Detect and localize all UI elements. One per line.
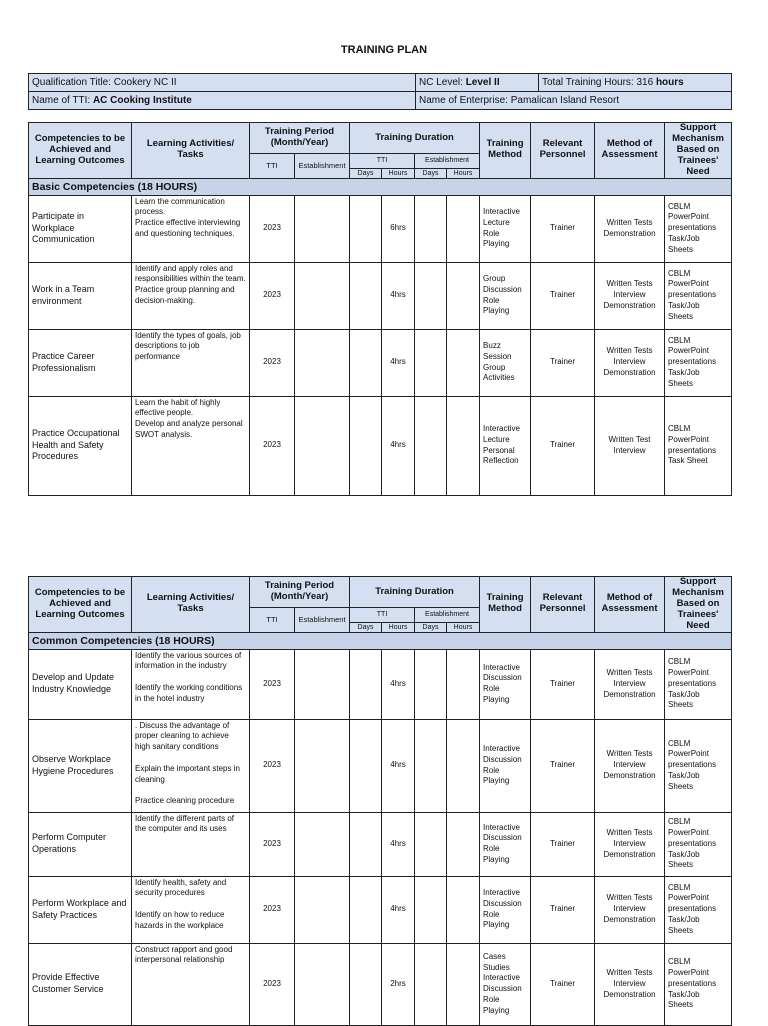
header-support-mechanism: Support Mechanism Based on Trainees' Need bbox=[665, 123, 732, 179]
support-mechanism: CBLM PowerPoint presentations Task/Job Sheets bbox=[665, 719, 732, 812]
relevant-personnel: Trainer bbox=[531, 876, 595, 943]
tti-days bbox=[350, 812, 382, 876]
relevant-personnel: Trainer bbox=[531, 262, 595, 329]
period-tti: 2023 bbox=[250, 195, 295, 262]
period-establishment bbox=[295, 396, 350, 495]
common-competencies-table bbox=[28, 576, 732, 1026]
competency-row bbox=[29, 876, 732, 943]
competency-name: Observe Workplace Hygiene Procedures bbox=[29, 719, 132, 812]
learning-activities: . Discuss the advantage of proper cleaning to achieve high sanitary conditions Explain the important steps in cleaning Practice cleaning procedure bbox=[132, 719, 250, 812]
tti-name-cell bbox=[29, 92, 416, 110]
establishment-hours bbox=[447, 396, 480, 495]
establishment-days bbox=[415, 262, 447, 329]
tti-days bbox=[350, 195, 382, 262]
header-tti-hours: Hours bbox=[382, 622, 415, 632]
assessment-method: Written Tests Interview Demonstration bbox=[595, 943, 665, 1025]
header-row bbox=[29, 123, 732, 154]
support-mechanism: CBLM PowerPoint presentations Task/Job Sheets bbox=[665, 649, 732, 719]
header-establishment-days: Days bbox=[415, 622, 447, 632]
period-establishment bbox=[295, 649, 350, 719]
tti-hours: 4hrs bbox=[382, 329, 415, 396]
header-period-tti: TTI bbox=[250, 608, 295, 633]
header-relevant-personnel: Relevant Personnel bbox=[531, 577, 595, 633]
tti-name-label: Name of TTI: bbox=[32, 95, 93, 106]
assessment-method: Written Tests Interview Demonstration bbox=[595, 649, 665, 719]
tti-days bbox=[350, 719, 382, 812]
establishment-hours bbox=[447, 329, 480, 396]
header-establishment-hours: Hours bbox=[447, 622, 480, 632]
establishment-days bbox=[415, 719, 447, 812]
period-tti: 2023 bbox=[250, 262, 295, 329]
period-tti: 2023 bbox=[250, 329, 295, 396]
competency-name: Work in a Team environment bbox=[29, 262, 132, 329]
learning-activities: Construct rapport and good interpersonal relationship bbox=[132, 943, 250, 1025]
period-establishment bbox=[295, 195, 350, 262]
header-establishment-days: Days bbox=[415, 168, 447, 178]
period-tti: 2023 bbox=[250, 876, 295, 943]
header-competencies: Competencies to be Achieved and Learning Outcomes bbox=[29, 123, 132, 179]
learning-activities: Learn the communication process. Practice effective interviewing and questioning techniques. bbox=[132, 195, 250, 262]
period-establishment bbox=[295, 943, 350, 1025]
header-support-mechanism: Support Mechanism Based on Trainees' Need bbox=[665, 577, 732, 633]
competency-name: Practice Occupational Health and Safety Procedures bbox=[29, 396, 132, 495]
learning-activities: Identify the different parts of the computer and its uses bbox=[132, 812, 250, 876]
period-tti: 2023 bbox=[250, 812, 295, 876]
establishment-days bbox=[415, 396, 447, 495]
period-establishment bbox=[295, 876, 350, 943]
period-establishment bbox=[295, 719, 350, 812]
total-hours-unit: hours bbox=[655, 77, 684, 88]
tti-hours: 6hrs bbox=[382, 195, 415, 262]
establishment-days bbox=[415, 943, 447, 1025]
competency-name: Perform Computer Operations bbox=[29, 812, 132, 876]
competency-name: Participate in Workplace Communication bbox=[29, 195, 132, 262]
establishment-hours bbox=[447, 195, 480, 262]
training-method: Interactive Discussion Role Playing bbox=[480, 876, 531, 943]
tti-name-value: AC Cooking Institute bbox=[92, 95, 192, 106]
competency-name: Practice Career Professionalism bbox=[29, 329, 132, 396]
tti-days bbox=[350, 649, 382, 719]
header-training-method: Training Method bbox=[480, 123, 531, 179]
assessment-method: Written Test Interview bbox=[595, 396, 665, 495]
document-title: TRAINING PLAN bbox=[340, 44, 428, 56]
header-establishment-hours: Hours bbox=[447, 168, 480, 178]
period-tti: 2023 bbox=[250, 943, 295, 1025]
competency-name: Perform Workplace and Safety Practices bbox=[29, 876, 132, 943]
basic-competencies-table bbox=[28, 122, 732, 496]
training-method: Interactive Discussion Role Playing bbox=[480, 649, 531, 719]
assessment-method: Written Tests Demonstration bbox=[595, 195, 665, 262]
tti-days bbox=[350, 876, 382, 943]
period-establishment bbox=[295, 262, 350, 329]
assessment-method: Written Tests Interview Demonstration bbox=[595, 719, 665, 812]
establishment-hours bbox=[447, 943, 480, 1025]
nc-level-cell bbox=[416, 74, 539, 92]
period-tti: 2023 bbox=[250, 396, 295, 495]
support-mechanism: CBLM PowerPoint presentations Task Sheet bbox=[665, 396, 732, 495]
header-relevant-personnel: Relevant Personnel bbox=[531, 123, 595, 179]
competency-row bbox=[29, 262, 732, 329]
training-method: Interactive Discussion Role Playing bbox=[480, 812, 531, 876]
total-hours-cell bbox=[539, 74, 732, 92]
header-row bbox=[29, 577, 732, 608]
section-row bbox=[29, 178, 732, 195]
learning-activities: Identify health, safety and security procedures Identify on how to reduce hazards in the workplace bbox=[132, 876, 250, 943]
period-tti: 2023 bbox=[250, 649, 295, 719]
competency-row bbox=[29, 719, 732, 812]
establishment-hours bbox=[447, 262, 480, 329]
competency-row bbox=[29, 649, 732, 719]
tti-hours: 2hrs bbox=[382, 943, 415, 1025]
qualification-info-table bbox=[28, 73, 732, 110]
relevant-personnel: Trainer bbox=[531, 329, 595, 396]
section-row bbox=[29, 632, 732, 649]
establishment-hours bbox=[447, 812, 480, 876]
tti-hours: 4hrs bbox=[382, 719, 415, 812]
training-method: Cases Studies Interactive Discussion Role Playing bbox=[480, 943, 531, 1025]
competency-row bbox=[29, 812, 732, 876]
enterprise-name-cell bbox=[416, 92, 732, 110]
period-establishment bbox=[295, 812, 350, 876]
competency-row bbox=[29, 943, 732, 1025]
section-title: Common Competencies (18 HOURS) bbox=[29, 632, 732, 649]
header-tti-days: Days bbox=[350, 622, 382, 632]
tti-hours: 4hrs bbox=[382, 876, 415, 943]
competency-row bbox=[29, 329, 732, 396]
learning-activities: Identify the types of goals, job descriptions to job performance bbox=[132, 329, 250, 396]
header-training-period: Training Period (Month/Year) bbox=[250, 123, 350, 154]
support-mechanism: CBLM PowerPoint presentations Task/Job Sheets bbox=[665, 876, 732, 943]
tti-days bbox=[350, 329, 382, 396]
training-method: Interactive Lecture Personal Reflection bbox=[480, 396, 531, 495]
period-establishment bbox=[295, 329, 350, 396]
relevant-personnel: Trainer bbox=[531, 649, 595, 719]
competency-row bbox=[29, 396, 732, 495]
qualification-title-cell bbox=[29, 74, 416, 92]
tti-hours: 4hrs bbox=[382, 396, 415, 495]
relevant-personnel: Trainer bbox=[531, 812, 595, 876]
support-mechanism: CBLM PowerPoint presentations Task/Job Sheets bbox=[665, 262, 732, 329]
training-method: Group Discussion Role Playing bbox=[480, 262, 531, 329]
enterprise-name-value: Pamalican Island Resort bbox=[510, 95, 620, 106]
establishment-days bbox=[415, 876, 447, 943]
header-activities: Learning Activities/ Tasks bbox=[132, 577, 250, 633]
header-duration-establishment: Establishment bbox=[415, 608, 480, 623]
header-competencies: Competencies to be Achieved and Learning Outcomes bbox=[29, 577, 132, 633]
assessment-method: Written Tests Interview Demonstration bbox=[595, 812, 665, 876]
training-method: Interactive Discussion Role Playing bbox=[480, 719, 531, 812]
tti-hours: 4hrs bbox=[382, 262, 415, 329]
establishment-hours bbox=[447, 876, 480, 943]
tti-days bbox=[350, 943, 382, 1025]
relevant-personnel: Trainer bbox=[531, 195, 595, 262]
learning-activities: Identify and apply roles and responsibilities within the team. Practice group planning and decision-making. bbox=[132, 262, 250, 329]
period-tti: 2023 bbox=[250, 719, 295, 812]
learning-activities: Identify the various sources of information in the industry Identify the working conditions in the hotel industry bbox=[132, 649, 250, 719]
assessment-method: Written Tests Interview Demonstration bbox=[595, 262, 665, 329]
nc-level-value: Level II bbox=[465, 77, 500, 88]
header-period-tti: TTI bbox=[250, 154, 295, 179]
establishment-hours bbox=[447, 719, 480, 812]
relevant-personnel: Trainer bbox=[531, 396, 595, 495]
establishment-days bbox=[415, 195, 447, 262]
enterprise-name-label: Name of Enterprise: bbox=[419, 95, 511, 106]
assessment-method: Written Tests Interview Demonstration bbox=[595, 329, 665, 396]
support-mechanism: CBLM PowerPoint presentations Task/Job Sheets bbox=[665, 195, 732, 262]
header-duration-tti: TTI bbox=[350, 608, 415, 623]
header-duration-tti: TTI bbox=[350, 154, 415, 169]
header-training-duration: Training Duration bbox=[350, 123, 480, 154]
competency-name: Provide Effective Customer Service bbox=[29, 943, 132, 1025]
relevant-personnel: Trainer bbox=[531, 943, 595, 1025]
training-method: Interactive Lecture Role Playing bbox=[480, 195, 531, 262]
header-training-period: Training Period (Month/Year) bbox=[250, 577, 350, 608]
tti-days bbox=[350, 262, 382, 329]
header-activities: Learning Activities/ Tasks bbox=[132, 123, 250, 179]
qualification-title-value: Cookery NC II bbox=[113, 77, 177, 88]
header-training-method: Training Method bbox=[480, 577, 531, 633]
header-period-establishment: Establishment bbox=[295, 154, 350, 179]
support-mechanism: CBLM PowerPoint presentations Task/Job Sheets bbox=[665, 812, 732, 876]
competency-name: Develop and Update Industry Knowledge bbox=[29, 649, 132, 719]
header-period-establishment: Establishment bbox=[295, 608, 350, 633]
section-title: Basic Competencies (18 HOURS) bbox=[29, 178, 732, 195]
assessment-method: Written Tests Interview Demonstration bbox=[595, 876, 665, 943]
learning-activities: Learn the habit of highly effective people. Develop and analyze personal SWOT analysis. bbox=[132, 396, 250, 495]
establishment-days bbox=[415, 649, 447, 719]
header-tti-hours: Hours bbox=[382, 168, 415, 178]
establishment-days bbox=[415, 329, 447, 396]
header-training-duration: Training Duration bbox=[350, 577, 480, 608]
tti-hours: 4hrs bbox=[382, 812, 415, 876]
tti-days bbox=[350, 396, 382, 495]
header-duration-establishment: Establishment bbox=[415, 154, 480, 169]
header-method-of-assessment: Method of Assessment bbox=[595, 577, 665, 633]
establishment-hours bbox=[447, 649, 480, 719]
support-mechanism: CBLM PowerPoint presentations Task/Job Sheets bbox=[665, 329, 732, 396]
header-tti-days: Days bbox=[350, 168, 382, 178]
nc-level-label: NC Level: bbox=[419, 77, 466, 88]
header-method-of-assessment: Method of Assessment bbox=[595, 123, 665, 179]
qualification-title-label: Qualification Title: bbox=[32, 77, 114, 88]
relevant-personnel: Trainer bbox=[531, 719, 595, 812]
support-mechanism: CBLM PowerPoint presentations Task/Job Sheets bbox=[665, 943, 732, 1025]
establishment-days bbox=[415, 812, 447, 876]
total-hours-label: Total Training Hours: 316 bbox=[542, 77, 656, 88]
tti-hours: 4hrs bbox=[382, 649, 415, 719]
training-method: Buzz Session Group Activities bbox=[480, 329, 531, 396]
competency-row bbox=[29, 195, 732, 262]
